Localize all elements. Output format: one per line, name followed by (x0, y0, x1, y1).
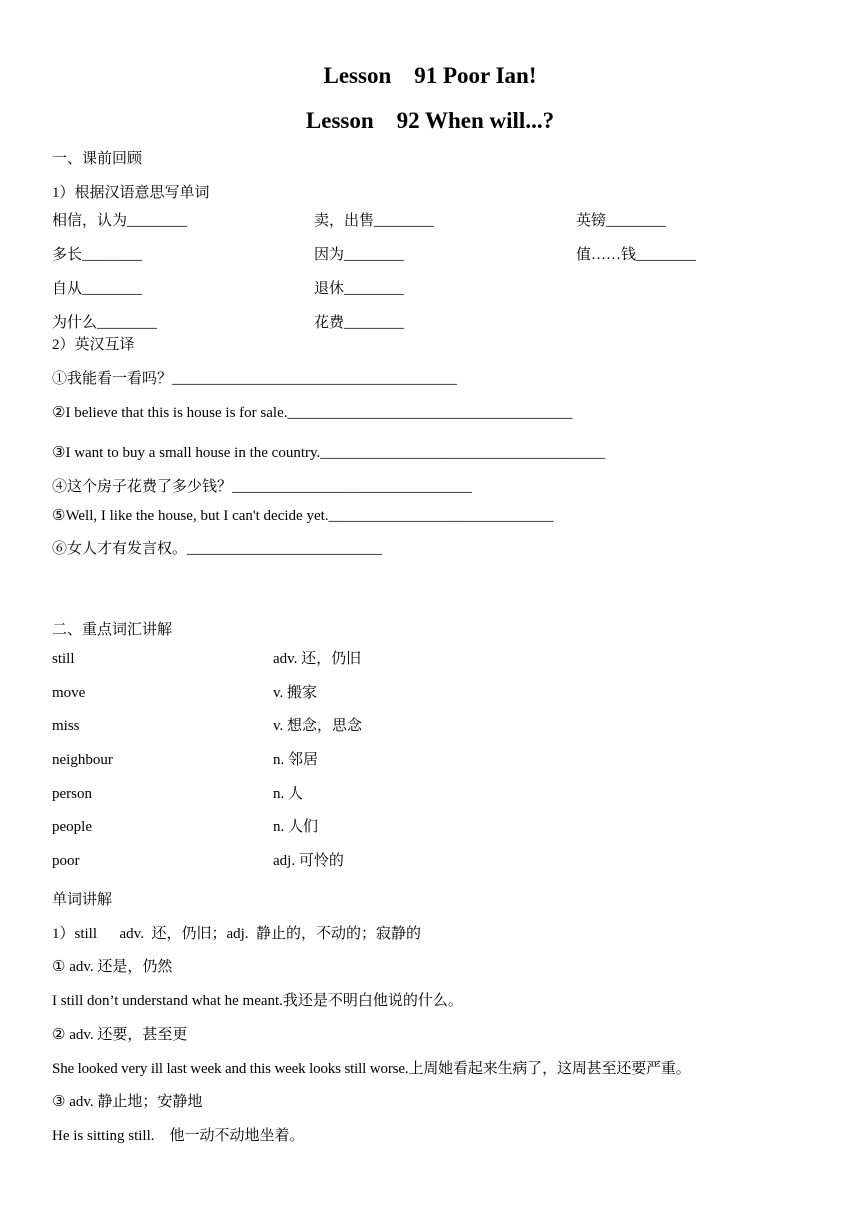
explain-line: 1）still adv. 还，仍旧；adj. 静止的，不动的；寂静的 (52, 926, 422, 942)
explain-heading: 单词讲解 (52, 892, 113, 908)
explain-line: She looked very ill last week and this week looks still worse.上周她看起来生病了，这周甚至还要严重。 (52, 1061, 691, 1077)
word-item: 多长________ (52, 247, 143, 263)
explain-line: ③ adv. 静止地；安静地 (52, 1094, 203, 1110)
vocab-meaning: adj. 可怜的 (273, 853, 344, 869)
vocab-word: still (52, 651, 75, 667)
section1-heading: 一、课前回顾 (52, 151, 143, 167)
word-item: 为什么________ (52, 315, 158, 331)
lesson-title-2: Lesson 92 When will...? (305, 108, 555, 133)
part2-heading: 2）英汉互译 (52, 337, 135, 353)
translation-item: ①我能看一看吗？______________________________________ (52, 371, 458, 387)
explain-line: ① adv. 还是，仍然 (52, 959, 173, 975)
explain-line: He is sitting still. 他一动不动地坐着。 (52, 1128, 305, 1144)
translation-item: ④这个房子花费了多少钱？________________________________ (52, 479, 473, 495)
translation-item: ②I believe that this is house is for sale.______________________________________ (52, 405, 573, 421)
vocab-meaning: v. 想念，思念 (273, 718, 363, 734)
word-item: 卖，出售________ (314, 213, 435, 229)
vocab-word: move (52, 685, 86, 701)
vocab-word: people (52, 819, 92, 835)
explain-line: ② adv. 还要，甚至更 (52, 1027, 188, 1043)
part1-heading: 1）根据汉语意思写单词 (52, 185, 210, 201)
word-item: 英镑________ (576, 213, 667, 229)
vocab-meaning: n. 人 (273, 786, 304, 802)
section2-heading: 二、重点词汇讲解 (52, 622, 173, 638)
explain-line: I still don’t understand what he meant.我还是不明白他说的什么。 (52, 993, 463, 1009)
vocab-meaning: v. 搬家 (273, 685, 318, 701)
translation-item: ⑤Well, I like the house, but I can't decide yet.______________________________ (52, 508, 554, 524)
translation-item: ③I want to buy a small house in the country.______________________________________ (52, 445, 606, 461)
word-item: 因为________ (314, 247, 405, 263)
lesson-title-1: Lesson 91 Poor Ian! (323, 63, 537, 88)
vocab-word: neighbour (52, 752, 113, 768)
word-item: 花费________ (314, 315, 405, 331)
word-item: 值……钱________ (576, 247, 697, 263)
word-item: 自从________ (52, 281, 143, 297)
word-item: 退休________ (314, 281, 405, 297)
vocab-word: person (52, 786, 92, 802)
vocab-meaning: n. 邻居 (273, 752, 319, 768)
translation-item: ⑥女人才有发言权。__________________________ (52, 541, 383, 557)
vocab-word: miss (52, 718, 80, 734)
vocab-meaning: n. 人们 (273, 819, 319, 835)
vocab-word: poor (52, 853, 80, 869)
vocab-meaning: adv. 还，仍旧 (273, 651, 362, 667)
word-item: 相信，认为________ (52, 213, 188, 229)
